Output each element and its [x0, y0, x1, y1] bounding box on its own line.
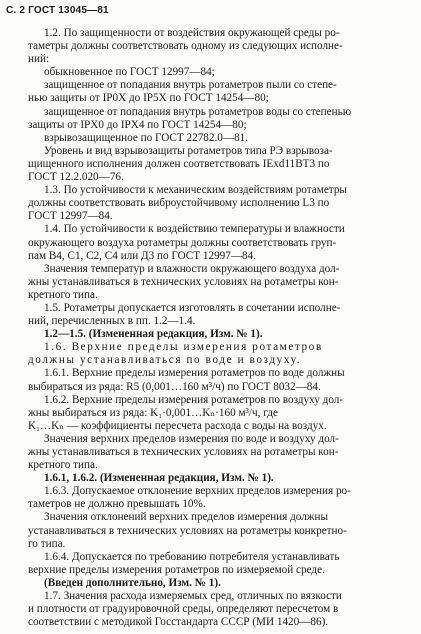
text-line: окружающего воздуха ротаметры должны соответствовать груп- — [28, 236, 337, 249]
body-text — [28, 27, 416, 629]
text-line: 1.6.3. Допускаемое отклонение верхних пределов измерения ро- — [44, 485, 351, 498]
text-line: ний: — [28, 53, 50, 66]
text-line: 1.6.4. Допускается по требованию потребителя устанавливать — [44, 550, 340, 563]
text-line: обыкновенное по ГОСТ 12997—84; — [44, 66, 215, 79]
text-line: ний, перечисленных в пп. 1.2—1.4. — [28, 315, 196, 328]
text-line: 1.2. По защищенности от воздействия окружающей среды ро- — [44, 27, 340, 39]
text-line: жны устанавливаться в технических условиях на ротаметры кон- — [28, 275, 339, 288]
text-line: 1.5. Ротаметры допускается изготовлять в сочетании исполне- — [44, 301, 341, 314]
text-line: защиты от IPX0 до IPX4 по ГОСТ 14254—80; — [28, 118, 247, 131]
text-line: пам В4, С1, С2, С4 или Д3 по ГОСТ 12997—84. — [28, 249, 257, 262]
text-line: нью защиты от IP0X до IP5X по ГОСТ 14254—80; — [28, 92, 269, 105]
text-line: выбираться из ряда: R5 (0,001…160 м³/ч) по ГОСТ 8032—84. — [28, 380, 321, 393]
text-line: ГОСТ 12.2.020—76. — [28, 171, 124, 184]
text-line: таметров не должно превышать 10%. — [28, 498, 206, 511]
text-line: 1.3. По устойчивости к механическим воздействиям ротаметры — [44, 184, 347, 197]
text-line: Значения верхних пределов измерения по воде и воздуху дол- — [44, 432, 339, 445]
text-line: должны устанавливаться по воде и воздуху. — [28, 354, 302, 367]
text-line: защищенное от попадания внутрь ротаметров пыли со степе- — [44, 79, 337, 92]
text-line: Значения отклонений верхних пределов измерения должны — [44, 511, 329, 524]
text-line: 1.7. Значения расхода измеряемых сред, отличных по вязкости — [44, 590, 342, 603]
page-header: С. 2 ГОСТ 13045—81 — [6, 5, 109, 16]
text-line: кретного типа. — [28, 288, 98, 301]
text-line: 1.4. По устойчивости к воздействию температуры и влажности — [44, 223, 345, 236]
text-line: верхние пределы измерения ротаметров по измеряемой среде. — [28, 563, 325, 576]
text-line: жны выбираться из ряда: K₁·0,001…Kₙ·160 м³/ч, где — [28, 406, 278, 419]
text-line: 1.6.2. Верхние пределы измерения ротаметров по воздуху дол- — [44, 393, 344, 406]
text-line: 1.2—1.5. (Измененная редакция, Изм. № 1). — [44, 328, 263, 341]
text-line: Значения температур и влажности окружающего воздуха дол- — [44, 262, 340, 275]
text-line: 1.6.1. Верхние пределы измерения ротаметров по воде должны — [44, 367, 345, 380]
text-line: защищенное от попадания внутрь ротаметров воды со степенью — [44, 105, 352, 118]
text-line: (Введен дополнительно, Изм. № 1). — [44, 576, 221, 589]
text-line: кретного типа. — [28, 459, 98, 472]
text-line: го типа. — [28, 537, 66, 550]
text-line: жны устанавливаться в технических условиях на ротаметры кон- — [28, 446, 339, 458]
text-line: и плотности от градуировочной среды, определяют пересчетом в — [28, 603, 339, 616]
text-line: Уровень и вид взрывозащиты ротаметров типа РЭ взрывоза- — [44, 144, 333, 157]
text-line: таметры должны соответствовать одному из следующих исполне- — [28, 40, 343, 53]
text-line: ГОСТ 12997—84. — [28, 210, 113, 223]
text-line: 1.6. Верхние пределы измерения ротаметров — [44, 341, 323, 354]
text-line: устанавливаться в технических условиях на ротаметры конкретно- — [28, 524, 347, 537]
text-line: K₁…Kₙ — коэффициенты пересчета расхода с воды на воздух. — [28, 419, 327, 432]
text-line: щищенного исполнения должен соответствовать IExd11BT3 по — [28, 157, 330, 170]
text-line: 1.6.1, 1.6.2. (Измененная редакция, Изм. № 1). — [44, 472, 274, 485]
text-line: взрывозащищенное по ГОСТ 22782.0—81. — [44, 131, 249, 144]
text-line: должны соответствовать виброустойчивому исполнению L3 по — [28, 197, 330, 210]
text-line: соответствии с методикой Госстандарта СССР (МИ 1420—86). — [28, 616, 329, 629]
